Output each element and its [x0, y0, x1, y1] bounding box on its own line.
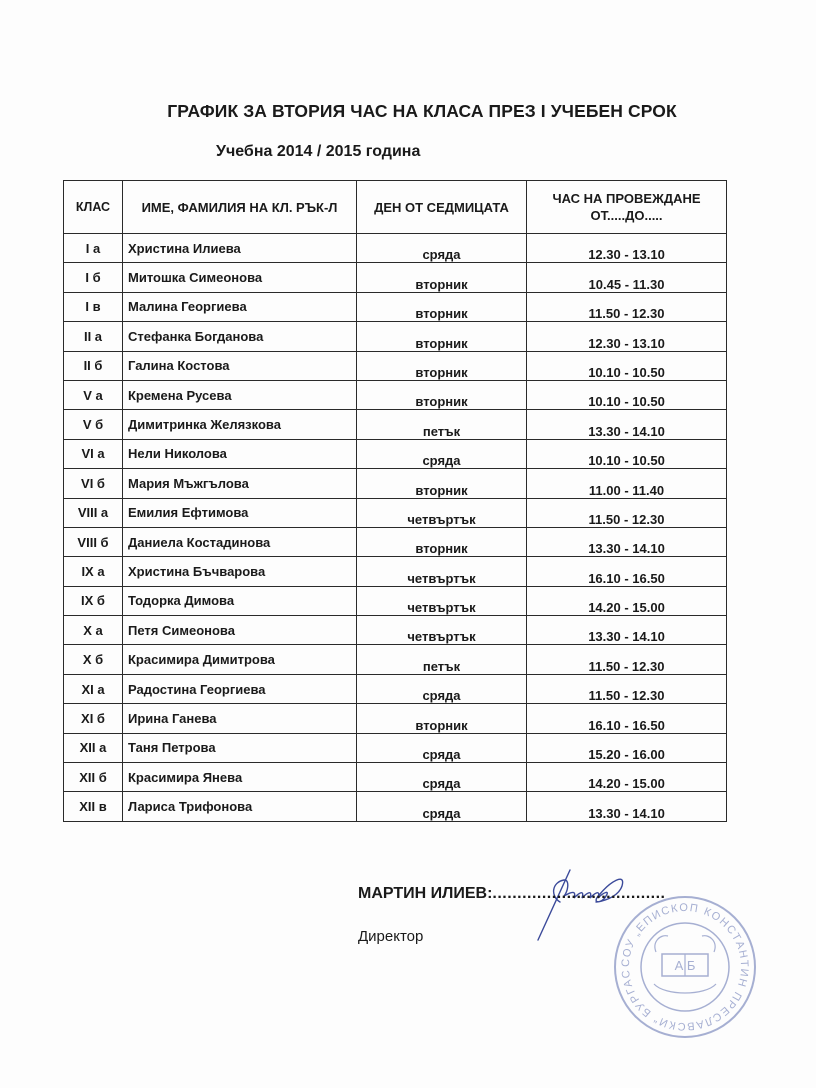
header-time-line1: ЧАС НА ПРОВЕЖДАНЕ	[552, 191, 701, 206]
header-class: КЛАС	[64, 181, 123, 234]
cell-class: XII а	[64, 733, 123, 762]
cell-teacher-name: Тодорка Димова	[123, 586, 357, 615]
table-header-row	[64, 181, 727, 234]
cell-teacher-name: Христина Илиева	[123, 234, 357, 263]
cell-teacher-name: Красимира Янева	[123, 763, 357, 792]
table-row	[64, 645, 727, 674]
cell-teacher-name: Галина Костова	[123, 351, 357, 380]
cell-time: 14.20 - 15.00	[527, 763, 727, 792]
table-row	[64, 439, 727, 468]
header-time	[527, 181, 727, 234]
header-time-line2: ОТ.....ДО.....	[590, 208, 663, 223]
cell-time: 10.10 - 10.50	[527, 380, 727, 409]
table-row	[64, 674, 727, 703]
cell-class: II б	[64, 351, 123, 380]
cell-class: I в	[64, 292, 123, 321]
cell-class: IX а	[64, 557, 123, 586]
cell-class: V б	[64, 410, 123, 439]
cell-class: I а	[64, 234, 123, 263]
cell-time: 13.30 - 14.10	[527, 527, 727, 556]
table-row	[64, 733, 727, 762]
cell-day: вторник	[357, 351, 527, 380]
table-row	[64, 792, 727, 821]
cell-time: 13.30 - 14.10	[527, 410, 727, 439]
cell-teacher-name: Ирина Ганева	[123, 704, 357, 733]
cell-teacher-name: Стефанка Богданова	[123, 322, 357, 351]
cell-class: XII б	[64, 763, 123, 792]
cell-class: VIII а	[64, 498, 123, 527]
cell-day: четвъртък	[357, 498, 527, 527]
cell-class: IX б	[64, 586, 123, 615]
table-row	[64, 263, 727, 292]
cell-day: сряда	[357, 733, 527, 762]
table-row	[64, 763, 727, 792]
cell-time: 16.10 - 16.50	[527, 557, 727, 586]
cell-teacher-name: Лариса Трифонова	[123, 792, 357, 821]
schedule-table	[63, 180, 727, 822]
cell-class: II а	[64, 322, 123, 351]
table-row	[64, 586, 727, 615]
cell-time: 13.30 - 14.10	[527, 616, 727, 645]
stamp-text: СОУ „ЕПИСКОП КОНСТАНТИН ПРЕСЛАВСКИ“ БУРГАС	[619, 901, 751, 1033]
cell-day: четвъртък	[357, 586, 527, 615]
cell-teacher-name: Мария Мъжгълова	[123, 469, 357, 498]
cell-teacher-name: Красимира Димитрова	[123, 645, 357, 674]
cell-teacher-name: Радостина Георгиева	[123, 674, 357, 703]
cell-teacher-name: Емилия Ефтимова	[123, 498, 357, 527]
cell-teacher-name: Малина Георгиева	[123, 292, 357, 321]
cell-day: вторник	[357, 704, 527, 733]
cell-day: сряда	[357, 439, 527, 468]
table-row	[64, 557, 727, 586]
cell-day: петък	[357, 410, 527, 439]
cell-teacher-name: Кремена Русева	[123, 380, 357, 409]
cell-day: вторник	[357, 292, 527, 321]
cell-time: 11.50 - 12.30	[527, 292, 727, 321]
cell-class: V а	[64, 380, 123, 409]
cell-day: четвъртък	[357, 616, 527, 645]
cell-teacher-name: Христина Бъчварова	[123, 557, 357, 586]
document-subtitle: Учебна 2014 / 2015 година	[216, 143, 421, 160]
table-row	[64, 292, 727, 321]
table-row	[64, 322, 727, 351]
cell-class: VI б	[64, 469, 123, 498]
cell-teacher-name: Таня Петрова	[123, 733, 357, 762]
cell-time: 10.10 - 10.50	[527, 439, 727, 468]
document-title: ГРАФИК ЗА ВТОРИЯ ЧАС НА КЛАСА ПРЕЗ I УЧЕБЕН СРОК	[167, 101, 677, 121]
cell-time: 11.50 - 12.30	[527, 645, 727, 674]
cell-teacher-name: Димитринка Желязкова	[123, 410, 357, 439]
signature-dots: ...................................	[492, 885, 666, 902]
cell-teacher-name: Нели Николова	[123, 439, 357, 468]
school-stamp	[610, 892, 760, 1042]
cell-time: 11.50 - 12.30	[527, 674, 727, 703]
cell-time: 14.20 - 15.00	[527, 586, 727, 615]
cell-day: вторник	[357, 380, 527, 409]
cell-class: VIII б	[64, 527, 123, 556]
cell-time: 15.20 - 16.00	[527, 733, 727, 762]
table-row	[64, 704, 727, 733]
table-row	[64, 380, 727, 409]
cell-class: XI б	[64, 704, 123, 733]
cell-time: 16.10 - 16.50	[527, 704, 727, 733]
director-role: Директор	[358, 928, 424, 945]
cell-time: 10.10 - 10.50	[527, 351, 727, 380]
cell-time: 11.50 - 12.30	[527, 498, 727, 527]
cell-class: X б	[64, 645, 123, 674]
cell-time: 12.30 - 13.10	[527, 322, 727, 351]
cell-teacher-name: Митошка Симеонова	[123, 263, 357, 292]
table-row	[64, 527, 727, 556]
cell-class: I б	[64, 263, 123, 292]
cell-class: XI а	[64, 674, 123, 703]
table-row	[64, 498, 727, 527]
cell-day: четвъртък	[357, 557, 527, 586]
cell-time: 11.00 - 11.40	[527, 469, 727, 498]
cell-teacher-name: Даниела Костадинова	[123, 527, 357, 556]
cell-day: вторник	[357, 263, 527, 292]
table-row	[64, 351, 727, 380]
cell-day: вторник	[357, 469, 527, 498]
header-name: ИМЕ, ФАМИЛИЯ НА КЛ. РЪК-Л	[123, 181, 357, 234]
cell-day: сряда	[357, 674, 527, 703]
cell-day: сряда	[357, 792, 527, 821]
cell-day: петък	[357, 645, 527, 674]
stamp-emblem: А Б	[674, 958, 696, 973]
cell-time: 10.45 - 11.30	[527, 263, 727, 292]
table-row	[64, 469, 727, 498]
table-row	[64, 234, 727, 263]
cell-time: 13.30 - 14.10	[527, 792, 727, 821]
cell-day: сряда	[357, 234, 527, 263]
cell-day: вторник	[357, 322, 527, 351]
cell-class: XII в	[64, 792, 123, 821]
cell-day: сряда	[357, 763, 527, 792]
header-day: ДЕН ОТ СЕДМИЦАТА	[357, 181, 527, 234]
table-row	[64, 410, 727, 439]
cell-class: VI а	[64, 439, 123, 468]
cell-time: 12.30 - 13.10	[527, 234, 727, 263]
director-name: МАРТИН ИЛИЕВ:	[358, 885, 493, 902]
cell-day: вторник	[357, 527, 527, 556]
table-row	[64, 616, 727, 645]
cell-teacher-name: Петя Симеонова	[123, 616, 357, 645]
cell-class: X а	[64, 616, 123, 645]
